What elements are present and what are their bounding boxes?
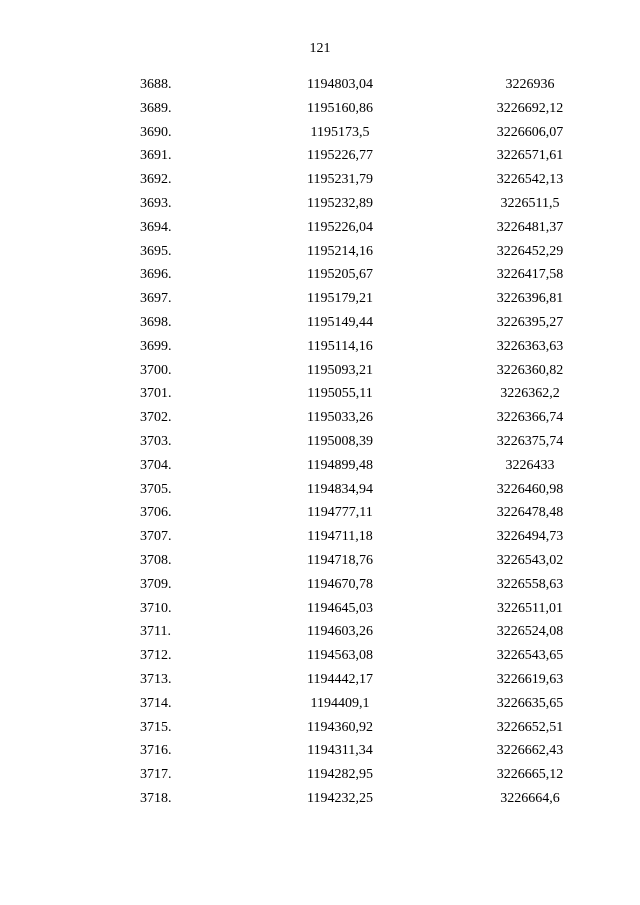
x-coordinate-cell: 1195226,77 <box>307 148 373 164</box>
x-coordinate-cell: 1194232,25 <box>307 790 373 806</box>
x-coordinate-cell: 1195179,21 <box>307 291 373 307</box>
point-number-cell: 3712. <box>140 648 172 664</box>
y-coordinate-cell: 3226481,37 <box>496 219 564 235</box>
coordinates-table-body <box>0 73 640 811</box>
point-number-cell: 3693. <box>140 195 172 211</box>
table-row <box>0 335 640 359</box>
x-coordinate-cell: 1195008,39 <box>307 433 373 449</box>
table-row <box>0 121 640 145</box>
y-coordinate-cell: 3226360,82 <box>496 362 564 378</box>
y-coordinate-cell: 3226558,63 <box>496 576 564 592</box>
y-coordinate-cell: 3226452,29 <box>496 243 564 259</box>
point-number-cell: 3699. <box>140 338 172 354</box>
table-row <box>0 716 640 740</box>
table-row <box>0 97 640 121</box>
x-coordinate-cell: 1195055,11 <box>307 386 373 402</box>
y-coordinate-cell: 3226363,63 <box>496 338 564 354</box>
table-row <box>0 573 640 597</box>
point-number-cell: 3697. <box>140 291 172 307</box>
x-coordinate-cell: 1194311,34 <box>307 743 373 759</box>
point-number-cell: 3706. <box>140 505 172 521</box>
y-coordinate-cell: 3226362,2 <box>500 386 560 402</box>
y-coordinate-cell: 3226662,43 <box>496 743 564 759</box>
y-coordinate-cell: 3226619,63 <box>496 671 564 687</box>
y-coordinate-cell: 3226494,73 <box>496 529 564 545</box>
x-coordinate-cell: 1194360,92 <box>307 719 373 735</box>
x-coordinate-cell: 1195033,26 <box>307 410 373 426</box>
table-row <box>0 216 640 240</box>
point-number-cell: 3701. <box>140 386 172 402</box>
y-coordinate-cell: 3226395,27 <box>496 314 564 330</box>
y-coordinate-cell: 3226606,07 <box>496 124 564 140</box>
y-coordinate-cell: 3226542,13 <box>496 172 564 188</box>
point-number-cell: 3700. <box>140 362 172 378</box>
table-row <box>0 430 640 454</box>
y-coordinate-cell: 3226652,51 <box>496 719 564 735</box>
point-number-cell: 3688. <box>140 77 172 92</box>
table-row <box>0 382 640 406</box>
x-coordinate-cell: 1195232,89 <box>307 195 373 211</box>
table-row <box>0 549 640 573</box>
table-row <box>0 406 640 430</box>
x-coordinate-cell: 1194899,48 <box>307 457 373 473</box>
point-number-cell: 3714. <box>140 695 172 711</box>
table-row <box>0 287 640 311</box>
point-number-cell: 3692. <box>140 172 172 188</box>
x-coordinate-cell: 1195093,21 <box>307 362 373 378</box>
x-coordinate-cell: 1194718,76 <box>307 552 373 568</box>
point-number-cell: 3691. <box>140 148 172 164</box>
x-coordinate-cell: 1194670,78 <box>307 576 373 592</box>
y-coordinate-cell: 3226433 <box>505 457 555 473</box>
y-coordinate-cell: 3226478,48 <box>496 505 564 521</box>
x-coordinate-cell: 1195173,5 <box>310 124 370 140</box>
point-number-cell: 3707. <box>140 529 172 545</box>
point-number-cell: 3698. <box>140 314 172 330</box>
point-number-cell: 3711. <box>140 624 171 640</box>
x-coordinate-cell: 1195214,16 <box>307 243 373 259</box>
point-number-cell: 3695. <box>140 243 172 259</box>
point-number-cell: 3703. <box>140 433 172 449</box>
y-coordinate-cell: 3226665,12 <box>496 767 564 783</box>
point-number-cell: 3713. <box>140 671 172 687</box>
table-row <box>0 620 640 644</box>
y-coordinate-cell: 3226366,74 <box>496 410 564 426</box>
point-number-cell: 3694. <box>140 219 172 235</box>
table-row <box>0 240 640 264</box>
table-row <box>0 692 640 716</box>
point-number-cell: 3709. <box>140 576 172 592</box>
y-coordinate-cell: 3226936 <box>505 77 555 92</box>
table-row <box>0 478 640 502</box>
point-number-cell: 3715. <box>140 719 172 735</box>
x-coordinate-cell: 1194777,11 <box>307 505 373 521</box>
y-coordinate-cell: 3226375,74 <box>496 433 564 449</box>
x-coordinate-cell: 1194282,95 <box>307 767 373 783</box>
x-coordinate-cell: 1194603,26 <box>307 624 373 640</box>
y-coordinate-cell: 3226543,65 <box>496 648 564 664</box>
x-coordinate-cell: 1195149,44 <box>307 314 373 330</box>
y-coordinate-cell: 3226635,65 <box>496 695 564 711</box>
point-number-cell: 3718. <box>140 790 172 806</box>
table-row <box>0 168 640 192</box>
y-coordinate-cell: 3226396,81 <box>496 291 564 307</box>
page-number: 121 <box>309 41 331 56</box>
y-coordinate-cell: 3226417,58 <box>496 267 564 283</box>
point-number-cell: 3689. <box>140 100 172 116</box>
point-number-cell: 3696. <box>140 267 172 283</box>
x-coordinate-cell: 1194645,03 <box>307 600 373 616</box>
y-coordinate-cell: 3226692,12 <box>496 100 564 116</box>
table-row <box>0 192 640 216</box>
point-number-cell: 3690. <box>140 124 172 140</box>
point-number-cell: 3710. <box>140 600 172 616</box>
y-coordinate-cell: 3226511,5 <box>500 195 560 211</box>
table-row <box>0 359 640 383</box>
table-row <box>0 73 640 97</box>
x-coordinate-cell: 1195226,04 <box>307 219 373 235</box>
table-row <box>0 263 640 287</box>
x-coordinate-cell: 1194409,1 <box>310 695 370 711</box>
y-coordinate-cell: 3226543,02 <box>496 552 564 568</box>
point-number-cell: 3716. <box>140 743 172 759</box>
y-coordinate-cell: 3226511,01 <box>497 600 563 616</box>
table-row <box>0 454 640 478</box>
table-row <box>0 144 640 168</box>
y-coordinate-cell: 3226571,61 <box>496 148 564 164</box>
x-coordinate-cell: 1195114,16 <box>307 338 373 354</box>
point-number-cell: 3705. <box>140 481 172 497</box>
point-number-cell: 3704. <box>140 457 172 473</box>
table-row <box>0 311 640 335</box>
x-coordinate-cell: 1195205,67 <box>307 267 373 283</box>
table-row <box>0 525 640 549</box>
coordinates-table <box>0 73 640 811</box>
x-coordinate-cell: 1194711,18 <box>307 529 373 545</box>
x-coordinate-cell: 1195231,79 <box>307 172 373 188</box>
x-coordinate-cell: 1194803,04 <box>307 77 373 92</box>
y-coordinate-cell: 3226524,08 <box>496 624 564 640</box>
x-coordinate-cell: 1194563,08 <box>307 648 373 664</box>
point-number-cell: 3708. <box>140 552 172 568</box>
x-coordinate-cell: 1195160,86 <box>307 100 373 116</box>
table-row <box>0 644 640 668</box>
y-coordinate-cell: 3226664,6 <box>500 790 560 806</box>
table-row <box>0 787 640 811</box>
table-row <box>0 668 640 692</box>
y-coordinate-cell: 3226460,98 <box>496 481 564 497</box>
table-row <box>0 739 640 763</box>
table-row <box>0 501 640 525</box>
x-coordinate-cell: 1194834,94 <box>307 481 373 497</box>
point-number-cell: 3717. <box>140 767 172 783</box>
table-row <box>0 597 640 621</box>
table-row <box>0 763 640 787</box>
x-coordinate-cell: 1194442,17 <box>307 671 373 687</box>
point-number-cell: 3702. <box>140 410 172 426</box>
